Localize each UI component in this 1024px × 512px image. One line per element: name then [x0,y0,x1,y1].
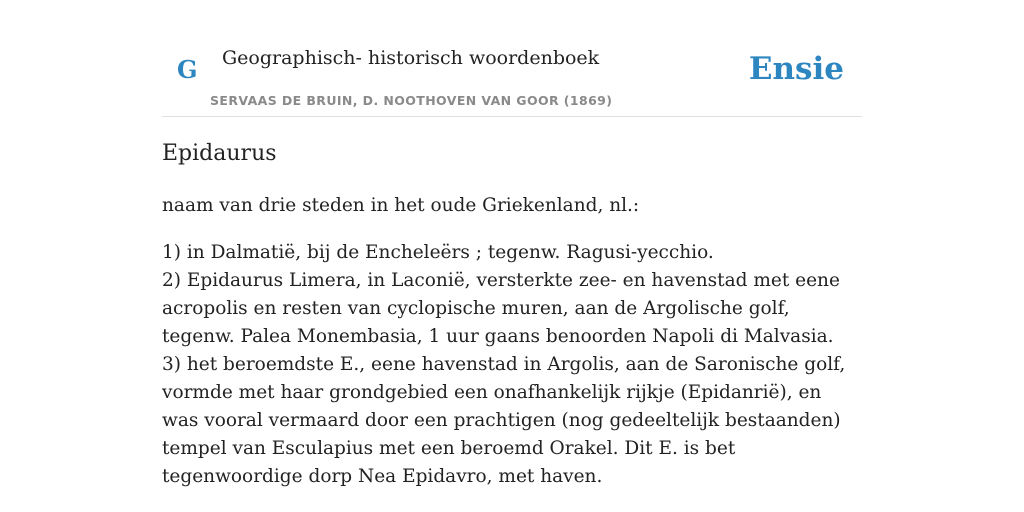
book-author: SERVAAS DE BRUIN, D. NOOTHOVEN VAN GOOR (1869) [210,93,613,108]
entry-headword: Epidaurus [162,141,277,166]
entry-content [162,138,862,491]
header [162,0,862,117]
entry-item-1: 1) in Dalmatië, bij de Encheleërs ; tegenw. Ragusi-yecchio. [162,242,714,263]
book-title[interactable]: Geographisch- historisch woordenboek [222,47,600,69]
entry-item-2: 2) Epidaurus Limera, in Laconië, versterkte zee- en havenstad met eene acropolis en resten van cyclopische muren, aan de Argolische golf, tegenw. Palea Monembasia, 1 uur gaans benoorden Napoli di Malvasia. [162,270,840,347]
brand-logo[interactable]: Ensie [748,51,844,87]
entry-intro: naam van drie steden in het oude Griekenland, nl.: [162,195,640,216]
letter-index-link[interactable]: G [177,55,198,84]
entry-item-3: 3) het beroemdste E., eene havenstad in Argolis, aan de Saronische golf, vormde met haar grondgebied een onafhankelijk rijkje (Epidanrië), en was vooral vermaard door een prachtigen (nog gedeeltelijk bestaanden) tempel van Esculapius met een beroemd Orakel. Dit E. is bet tegenwoordige dorp Nea Epidavro, met haven. [162,354,846,487]
